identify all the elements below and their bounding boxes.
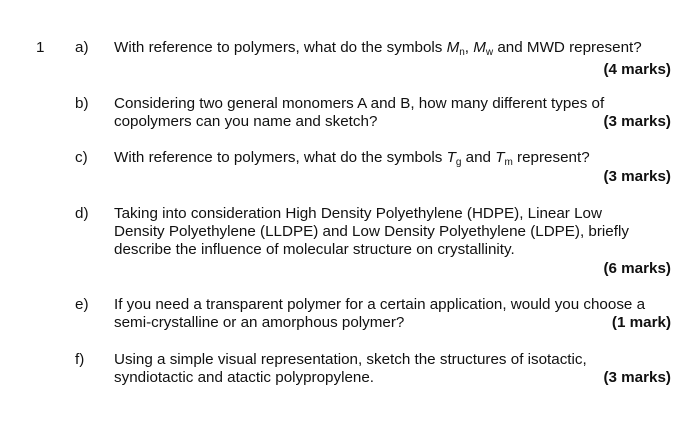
part-label: d)	[75, 205, 89, 222]
symbol: M	[446, 39, 460, 56]
marks-label: (1 mark)	[611, 314, 671, 331]
part-text-line: If you need a transparent polymer for a certain application, would you choose a	[114, 296, 646, 313]
part-text	[114, 39, 674, 57]
subscript: g	[455, 157, 462, 168]
part-text-line: Density Polyethylene (LLDPE) and Low Density Polyethylene (LDPE), briefly	[114, 223, 629, 240]
part-text-line: Using a simple visual representation, sketch the structures of isotactic,	[114, 351, 587, 368]
part-text	[114, 149, 674, 167]
part-text-line: Taking into consideration High Density Polyethylene (HDPE), Linear Low	[114, 205, 602, 222]
marks-label: (3 marks)	[603, 369, 671, 386]
subscript: w	[485, 47, 494, 58]
marks-label: (6 marks)	[603, 260, 671, 277]
part-text-line: semi-crystalline or an amorphous polymer?	[114, 314, 405, 331]
part-text	[114, 351, 674, 387]
part-text-line: describe the influence of molecular structure on crystallinity.	[114, 241, 515, 258]
part-text-line: copolymers can you name and sketch?	[114, 113, 378, 130]
part-label: b)	[75, 95, 89, 112]
marks-label: (4 marks)	[603, 61, 671, 78]
marks-label: (3 marks)	[603, 168, 671, 185]
part-text-line: With reference to polymers, what do the symbols $T_g$ and $T_m$ represent?	[114, 149, 590, 168]
symbol: T	[495, 149, 505, 166]
part-label: a)	[75, 39, 89, 56]
part-text-line: syndiotactic and atactic polypropylene.	[114, 369, 375, 386]
part-text-line: Considering two general monomers A and B, how many different types of	[114, 95, 605, 112]
part-text-line: With reference to polymers, what do the symbols $M_n$, $M_w$ and MWD represent?	[114, 39, 642, 58]
marks-label: (3 marks)	[603, 113, 671, 130]
subscript: n	[459, 47, 465, 58]
symbol: T	[446, 149, 456, 166]
part-label: c)	[75, 149, 88, 166]
symbol: M	[473, 39, 486, 56]
part-text	[114, 95, 674, 131]
subscript: m	[504, 157, 513, 168]
part-label: e)	[75, 296, 89, 313]
part-label: f)	[75, 351, 85, 368]
part-text	[114, 205, 674, 259]
part-text	[114, 296, 674, 332]
question-number: 1	[36, 39, 45, 56]
